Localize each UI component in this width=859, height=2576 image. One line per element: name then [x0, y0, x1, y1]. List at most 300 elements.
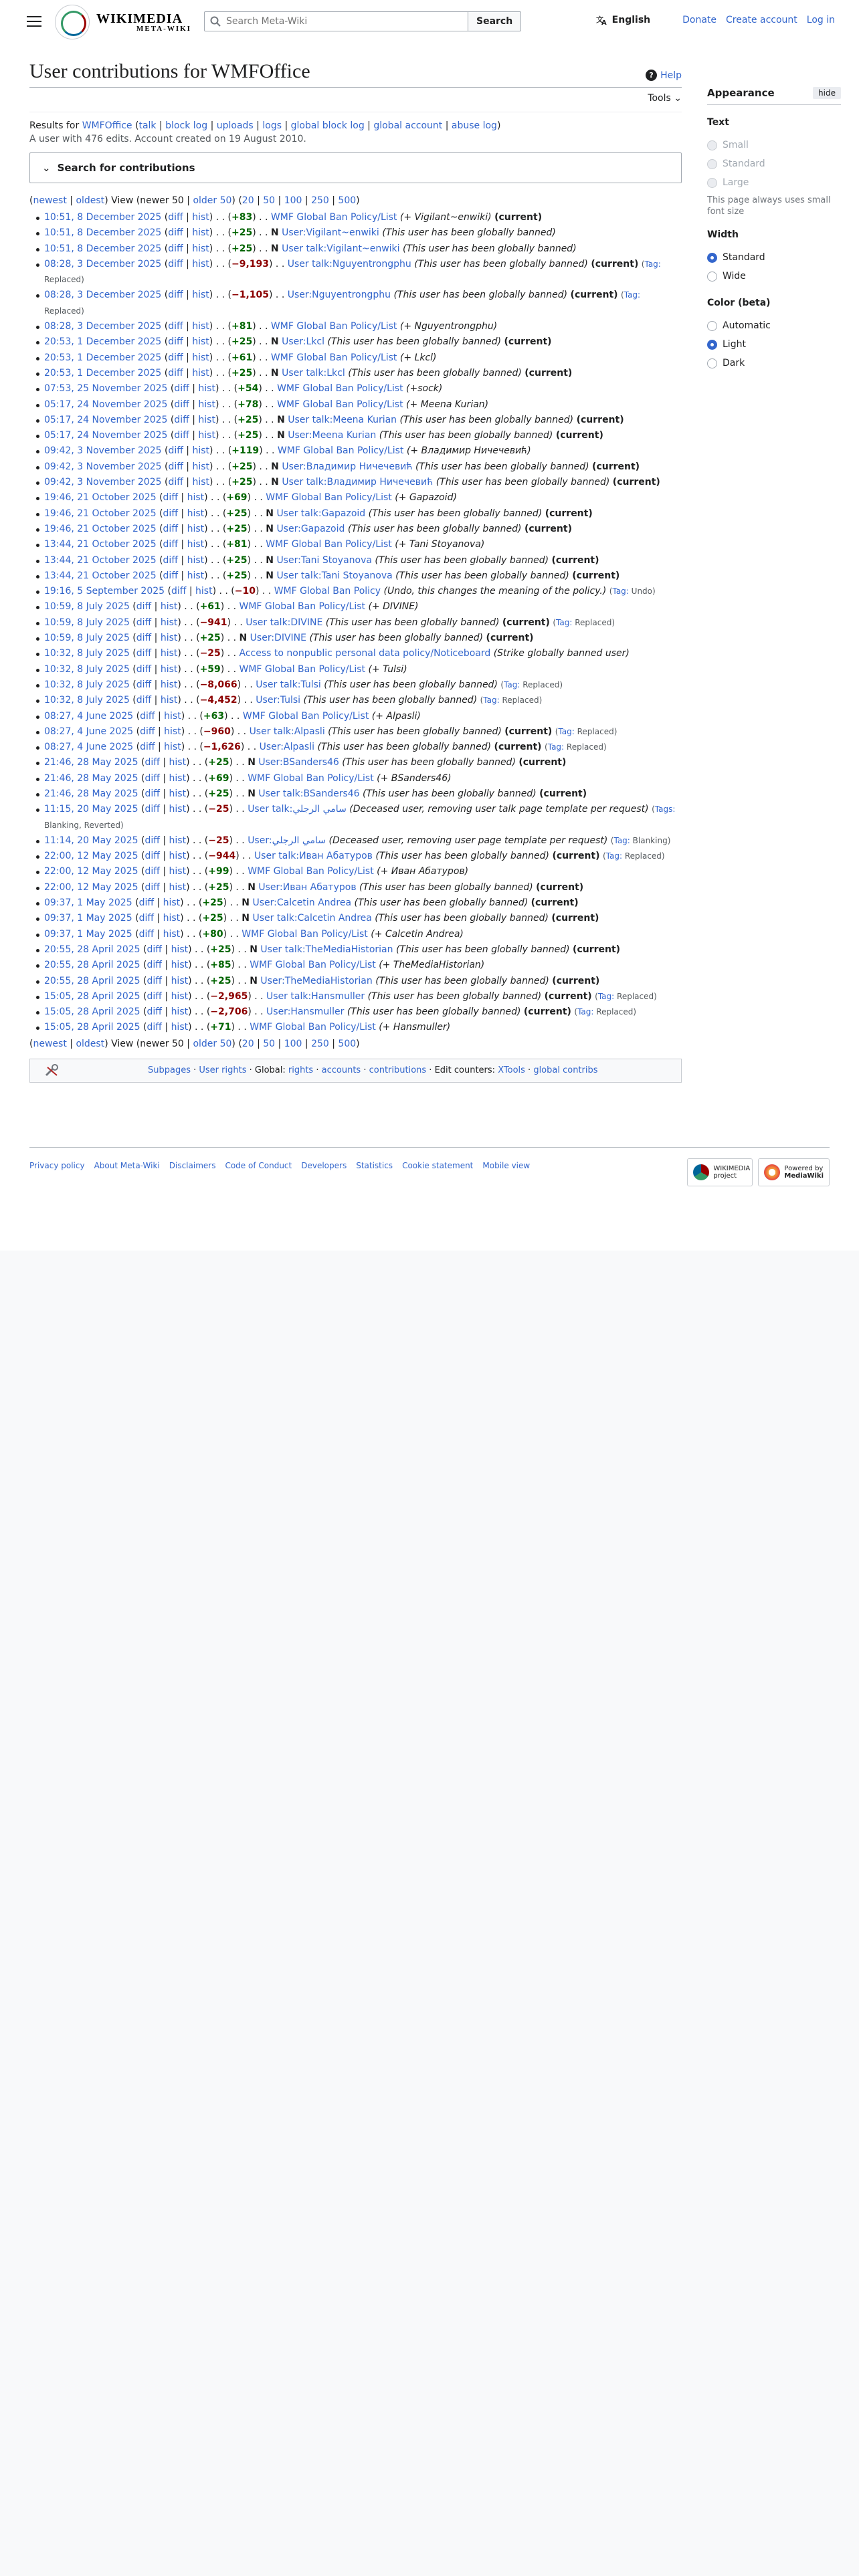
hist-link[interactable]: hist: [192, 461, 210, 472]
width-standard-radio[interactable]: [707, 248, 841, 267]
hamburger-icon[interactable]: [27, 13, 41, 25]
older-link[interactable]: older 50: [193, 195, 232, 206]
diff-link[interactable]: diff: [138, 897, 154, 909]
page-title-link[interactable]: WMF Global Ban Policy/List: [248, 866, 374, 877]
page-title-link[interactable]: User talk:Calcetin Andrea: [252, 913, 372, 924]
subpages-link[interactable]: Subpages: [148, 1065, 191, 1076]
diff-link[interactable]: diff: [136, 601, 152, 613]
hist-link[interactable]: hist: [192, 212, 209, 223]
hist-link[interactable]: hist: [164, 726, 181, 737]
hist-link[interactable]: hist: [169, 772, 187, 784]
contribution-date-link[interactable]: 08:27, 4 June 2025: [44, 726, 134, 737]
footer-link-mobile-view[interactable]: Mobile view: [482, 1161, 531, 1170]
contribution-date-link[interactable]: 10:51, 8 December 2025: [44, 243, 162, 254]
color-dark-radio[interactable]: [707, 354, 841, 372]
page-title-link[interactable]: User talk:TheMediaHistorian: [260, 944, 393, 955]
contribution-date-link[interactable]: 10:51, 8 December 2025: [44, 227, 162, 239]
contribution-date-link[interactable]: 05:17, 24 November 2025: [44, 414, 168, 425]
login-link[interactable]: Log in: [806, 15, 835, 25]
search-button[interactable]: Search: [468, 11, 521, 31]
contribution-date-link[interactable]: 13:44, 21 October 2025: [44, 554, 157, 566]
newest-link[interactable]: newest: [33, 1038, 67, 1049]
contribution-date-link[interactable]: 10:59, 8 July 2025: [44, 601, 130, 613]
page-title-link[interactable]: User talk:Hansmuller: [266, 990, 365, 1002]
hist-link[interactable]: hist: [198, 399, 215, 410]
tag-label-link[interactable]: Tag:: [483, 695, 500, 706]
diff-link[interactable]: diff: [145, 881, 160, 893]
page-title-link[interactable]: User:Tani Stoyanova: [276, 554, 372, 566]
global-rights-link[interactable]: rights: [288, 1065, 314, 1076]
older-link[interactable]: older 50: [193, 1038, 232, 1049]
limit-links: 20 | 50 | 100 | 250 | 500: [242, 1038, 357, 1049]
hide-button[interactable]: hide: [813, 87, 841, 99]
current-marker: (current): [502, 617, 550, 628]
page-title-link[interactable]: User:Nguyentrongphu: [287, 290, 391, 301]
diff-link[interactable]: diff: [136, 663, 152, 675]
hist-link[interactable]: hist: [187, 492, 205, 504]
results-link-logs[interactable]: logs: [262, 120, 282, 131]
contribution-date-link[interactable]: 05:17, 24 November 2025: [44, 399, 168, 410]
hist-link[interactable]: hist: [171, 1006, 189, 1018]
tag-label-link[interactable]: Tag:: [558, 726, 575, 736]
page-title-link[interactable]: User talk:Meena Kurian: [288, 414, 397, 425]
wikimedia-project-badge[interactable]: [687, 1158, 753, 1186]
powered-by-mediawiki-badge[interactable]: [758, 1158, 830, 1186]
diff-link[interactable]: diff: [174, 383, 189, 395]
color-automatic-radio[interactable]: [707, 316, 841, 335]
page-title-link[interactable]: User:DIVINE: [250, 633, 306, 644]
tag-values: Replaced: [596, 1007, 634, 1017]
page-title-link[interactable]: User:Meena Kurian: [288, 430, 377, 441]
tag-label-link[interactable]: Tag:: [547, 742, 565, 752]
contribution-date-link[interactable]: 22:00, 12 May 2025: [44, 881, 138, 893]
page-title-link[interactable]: WMF Global Ban Policy/List: [239, 663, 366, 675]
contribution-date-link[interactable]: 20:55, 28 April 2025: [44, 944, 140, 955]
text-standard-radio[interactable]: [707, 154, 841, 173]
limit-500-link[interactable]: 500: [338, 195, 357, 206]
limit-20-link[interactable]: 20: [242, 195, 254, 206]
results-link-global-account[interactable]: global account: [373, 120, 443, 131]
page-title-link[interactable]: User talk:BSanders46: [258, 788, 360, 799]
site-logo[interactable]: [55, 4, 191, 40]
contribution-date-link[interactable]: 20:55, 28 April 2025: [44, 975, 140, 986]
current-marker: (current): [518, 757, 567, 768]
limit-100-link[interactable]: 100: [284, 195, 302, 206]
diff-link[interactable]: diff: [174, 414, 189, 425]
text-size-note: This page always uses small font size: [707, 195, 831, 217]
contribution-date-link[interactable]: 09:37, 1 May 2025: [44, 897, 132, 909]
hist-link[interactable]: hist: [163, 897, 181, 909]
tag-values: Replaced: [522, 679, 560, 689]
new-page-badge: N: [242, 897, 250, 909]
contribution-date-link[interactable]: 21:46, 28 May 2025: [44, 757, 138, 768]
page-title-link[interactable]: WMF Global Ban Policy: [274, 586, 381, 597]
page-title-link[interactable]: User:BSanders46: [258, 757, 339, 768]
diff-link[interactable]: diff: [168, 336, 183, 348]
size-change: +25: [231, 461, 253, 472]
contribution-date-link[interactable]: 10:32, 8 July 2025: [44, 663, 130, 675]
text-large-radio[interactable]: [707, 173, 841, 192]
diff-link[interactable]: diff: [147, 1006, 162, 1018]
hist-link[interactable]: hist: [160, 648, 178, 659]
diff-link[interactable]: diff: [168, 243, 183, 254]
contribution-date-link[interactable]: 20:53, 1 December 2025: [44, 352, 162, 363]
text-small-radio[interactable]: [707, 136, 841, 154]
limit-250-link[interactable]: 250: [311, 1038, 329, 1049]
edit-summary: (+ Владимир Ничечевић): [406, 445, 531, 457]
diff-link[interactable]: diff: [140, 726, 155, 737]
search-input[interactable]: [225, 15, 455, 27]
contribution-date-link[interactable]: 09:37, 1 May 2025: [44, 928, 132, 940]
diff-link[interactable]: diff: [145, 866, 160, 877]
diff-link[interactable]: diff: [163, 554, 178, 566]
hist-link[interactable]: hist: [171, 990, 189, 1002]
diff-link[interactable]: diff: [145, 788, 160, 799]
hist-link[interactable]: hist: [169, 851, 187, 862]
hist-link[interactable]: hist: [160, 695, 178, 706]
diff-link[interactable]: diff: [136, 679, 152, 690]
color-light-radio[interactable]: [707, 335, 841, 354]
footer-link-about-meta-wiki[interactable]: About Meta-Wiki: [94, 1161, 160, 1170]
hist-link[interactable]: hist: [160, 617, 178, 628]
diff-link[interactable]: diff: [136, 648, 152, 659]
hist-link[interactable]: hist: [169, 804, 187, 815]
tag-label-link[interactable]: Tag:: [613, 835, 630, 845]
hist-link[interactable]: hist: [195, 586, 213, 597]
page-title-link[interactable]: User:Hansmuller: [266, 1006, 345, 1018]
contribution-row: 07:53, 25 November 2025 (diff | hist) . . (+54) . . WMF Global Ban Policy/List (+sock): [29, 381, 682, 397]
edit-summary: (This user has been globally banned): [375, 975, 549, 986]
contribution-date-link[interactable]: 11:14, 20 May 2025: [44, 835, 138, 846]
diff-link[interactable]: diff: [145, 757, 160, 768]
page-title-link[interactable]: WMF Global Ban Policy/List: [266, 492, 392, 504]
contribution-date-link[interactable]: 10:59, 8 July 2025: [44, 617, 130, 628]
diff-link[interactable]: diff: [174, 399, 189, 410]
color-label: Color (beta): [707, 298, 771, 308]
diff-link[interactable]: diff: [147, 1022, 162, 1033]
limit-500-link[interactable]: 500: [338, 1038, 357, 1049]
hist-link[interactable]: hist: [198, 383, 215, 395]
page-title-link[interactable]: WMF Global Ban Policy/List: [242, 928, 368, 940]
new-page-badge: N: [270, 367, 279, 379]
contribution-date-link[interactable]: 10:32, 8 July 2025: [44, 679, 130, 690]
hist-link[interactable]: hist: [169, 866, 187, 877]
tools-dropdown[interactable]: [648, 93, 682, 104]
contribution-date-link[interactable]: 15:05, 28 April 2025: [44, 1006, 140, 1018]
radio-label: Dark: [723, 358, 745, 368]
hist-link[interactable]: hist: [171, 975, 189, 986]
hist-link[interactable]: hist: [163, 928, 181, 940]
hist-link[interactable]: hist: [192, 258, 209, 270]
tag-label-link[interactable]: Tag:: [556, 617, 573, 627]
page-title-link[interactable]: User:Alpasli: [259, 742, 314, 753]
contribution-date-link[interactable]: 20:53, 1 December 2025: [44, 336, 162, 348]
limit-250-link[interactable]: 250: [311, 195, 329, 206]
diff-link[interactable]: diff: [145, 835, 160, 846]
hist-link[interactable]: hist: [187, 570, 205, 581]
diff-link[interactable]: diff: [171, 586, 187, 597]
hist-link[interactable]: hist: [187, 554, 205, 566]
xtools-link[interactable]: XTools: [498, 1065, 525, 1076]
diff-link[interactable]: diff: [140, 710, 155, 722]
page-title-link[interactable]: User talk:Tani Stoyanova: [276, 570, 393, 581]
contribution-row: 09:37, 1 May 2025 (diff | hist) . . (+25) . . N User:Calcetin Andrea (This user has been globally banned) (current): [29, 895, 682, 911]
search-contributions-toggle[interactable]: [29, 152, 682, 183]
contribution-date-link[interactable]: 05:17, 24 November 2025: [44, 430, 168, 441]
hist-link[interactable]: hist: [192, 321, 209, 332]
hist-link[interactable]: hist: [192, 352, 209, 363]
diff-link[interactable]: diff: [145, 772, 160, 784]
diff-link[interactable]: diff: [168, 367, 183, 379]
global-contributions-link[interactable]: contributions: [369, 1065, 427, 1076]
contribution-date-link[interactable]: 08:27, 4 June 2025: [44, 742, 134, 753]
oldest-link[interactable]: oldest: [76, 195, 105, 206]
contribution-date-link[interactable]: 08:28, 3 December 2025: [44, 290, 162, 301]
contribution-date-link[interactable]: 13:44, 21 October 2025: [44, 539, 157, 550]
edit-summary: (This user has been globally banned): [347, 523, 522, 534]
contribution-date-link[interactable]: 21:46, 28 May 2025: [44, 788, 138, 799]
diff-link[interactable]: diff: [138, 928, 154, 940]
page-title-link[interactable]: WMF Global Ban Policy/List: [266, 539, 392, 550]
contribution-date-link[interactable]: 10:59, 8 July 2025: [44, 633, 130, 644]
results-link-abuse-log[interactable]: abuse log: [451, 120, 497, 131]
tag-label-link[interactable]: Tag:: [644, 259, 661, 269]
page-title-link[interactable]: WMF Global Ban Policy/List: [277, 399, 403, 410]
contribution-date-link[interactable]: 09:42, 3 November 2025: [44, 445, 162, 457]
limit-100-link[interactable]: 100: [284, 1038, 302, 1049]
hist-link[interactable]: hist: [192, 290, 209, 301]
footer-link-developers[interactable]: Developers: [301, 1161, 347, 1170]
contribution-date-link[interactable]: 15:05, 28 April 2025: [44, 990, 140, 1002]
tag-label-link[interactable]: Tags:: [654, 804, 676, 815]
page-title-link[interactable]: User talk:DIVINE: [246, 617, 323, 628]
page-title-link[interactable]: User talk:سامي الرجلي: [248, 804, 347, 815]
diff-link[interactable]: diff: [136, 633, 152, 644]
hist-link[interactable]: hist: [160, 601, 178, 613]
diff-link[interactable]: diff: [168, 461, 183, 472]
contribution-date-link[interactable]: 07:53, 25 November 2025: [44, 383, 168, 395]
diff-link[interactable]: diff: [163, 570, 178, 581]
diff-link[interactable]: diff: [174, 430, 189, 441]
results-link-block-log[interactable]: block log: [165, 120, 208, 131]
contribution-date-link[interactable]: 09:37, 1 May 2025: [44, 913, 132, 924]
contribution-date-link[interactable]: 08:28, 3 December 2025: [44, 258, 162, 270]
footer-link-disclaimers[interactable]: Disclaimers: [169, 1161, 216, 1170]
contribution-date-link[interactable]: 22:00, 12 May 2025: [44, 851, 138, 862]
hist-link[interactable]: hist: [192, 227, 209, 239]
hist-link[interactable]: hist: [198, 414, 215, 425]
diff-link[interactable]: diff: [147, 944, 162, 955]
contribution-date-link[interactable]: 10:51, 8 December 2025: [44, 212, 162, 223]
tag-list: (Tag: Replaced): [574, 1007, 637, 1017]
diff-link[interactable]: diff: [168, 212, 183, 223]
tag-label-link[interactable]: Tag:: [577, 1007, 594, 1017]
contribution-date-link[interactable]: 19:16, 5 September 2025: [44, 586, 165, 597]
page-title-link[interactable]: WMF Global Ban Policy/List: [270, 321, 397, 332]
donate-link[interactable]: Donate: [682, 15, 717, 25]
limit-50-link[interactable]: 50: [263, 195, 276, 206]
oldest-link[interactable]: oldest: [76, 1038, 105, 1049]
results-user-link[interactable]: WMFOffice: [82, 120, 132, 131]
tag-label-link[interactable]: Tag:: [612, 586, 629, 597]
diff-link[interactable]: diff: [168, 258, 183, 270]
footer-link-privacy-policy[interactable]: Privacy policy: [29, 1161, 85, 1170]
hist-link[interactable]: hist: [160, 663, 178, 675]
diff-link[interactable]: diff: [168, 477, 183, 488]
tag-label-link[interactable]: Tag:: [504, 679, 520, 689]
badge-powered-by: Powered by: [784, 1165, 824, 1172]
contribution-date-link[interactable]: 08:28, 3 December 2025: [44, 321, 162, 332]
limit-50-link[interactable]: 50: [263, 1038, 276, 1049]
diff-link[interactable]: diff: [163, 508, 178, 519]
diff-link[interactable]: diff: [145, 804, 160, 815]
contribution-date-link[interactable]: 15:05, 28 April 2025: [44, 1022, 140, 1033]
results-link-uploads[interactable]: uploads: [216, 120, 254, 131]
page-title-link[interactable]: User:Vigilant~enwiki: [282, 227, 379, 239]
diff-link[interactable]: diff: [168, 227, 183, 239]
page-title-link[interactable]: User talk:Владимир Ничечевић: [282, 477, 434, 488]
page-title-link[interactable]: User talk:Tulsi: [256, 679, 321, 690]
user-rights-link[interactable]: User rights: [199, 1065, 247, 1076]
hist-link[interactable]: hist: [192, 477, 210, 488]
width-wide-radio[interactable]: [707, 267, 841, 286]
page-title-link[interactable]: WMF Global Ban Policy/List: [277, 445, 404, 457]
page-title-link[interactable]: User talk:Vigilant~enwiki: [282, 243, 400, 254]
tag-label-link[interactable]: Tag:: [605, 851, 622, 861]
page-title-link[interactable]: User:سامي الرجلي: [248, 835, 326, 846]
tag-label-link[interactable]: Tag:: [597, 991, 615, 1001]
page-title-link[interactable]: User:Владимир Ничечевић: [282, 461, 413, 472]
site-header: [0, 0, 859, 44]
main-content: [29, 56, 682, 1083]
diff-link[interactable]: diff: [168, 290, 183, 301]
diff-link[interactable]: diff: [163, 539, 178, 550]
page-title-link[interactable]: WMF Global Ban Policy/List: [277, 383, 403, 395]
contribution-row: 08:28, 3 December 2025 (diff | hist) . . (+81) . . WMF Global Ban Policy/List (+ Nguyentrongphu): [29, 319, 682, 334]
newest-link[interactable]: newest: [33, 195, 67, 206]
language-button[interactable]: [596, 15, 650, 25]
diff-link[interactable]: diff: [168, 352, 183, 363]
page-title-link[interactable]: WMF Global Ban Policy/List: [270, 212, 397, 223]
hist-link[interactable]: hist: [164, 710, 181, 722]
size-change: +25: [226, 523, 248, 534]
page-title-link[interactable]: User talk:Nguyentrongphu: [287, 258, 411, 270]
contribution-date-link[interactable]: 20:53, 1 December 2025: [44, 367, 162, 379]
diff-link[interactable]: diff: [168, 321, 183, 332]
diff-link[interactable]: diff: [147, 975, 162, 986]
hist-link[interactable]: hist: [198, 430, 215, 441]
global-accounts-link[interactable]: accounts: [321, 1065, 361, 1076]
contribution-date-link[interactable]: 13:44, 21 October 2025: [44, 570, 157, 581]
hist-link[interactable]: hist: [160, 633, 178, 644]
hist-link[interactable]: hist: [171, 944, 189, 955]
diff-link[interactable]: diff: [163, 492, 178, 504]
hist-link[interactable]: hist: [160, 679, 178, 690]
contribution-date-link[interactable]: 09:42, 3 November 2025: [44, 477, 162, 488]
diff-link[interactable]: diff: [136, 695, 152, 706]
limit-20-link[interactable]: 20: [242, 1038, 254, 1049]
hist-link[interactable]: hist: [171, 960, 189, 971]
diff-link[interactable]: diff: [136, 617, 152, 628]
contribution-date-link[interactable]: 09:42, 3 November 2025: [44, 461, 162, 472]
contribution-date-link[interactable]: 22:00, 12 May 2025: [44, 866, 138, 877]
page-title-link[interactable]: User:Иван Абатуров: [258, 881, 357, 893]
diff-link[interactable]: diff: [138, 913, 154, 924]
page-title-link[interactable]: User:Gapazoid: [276, 523, 345, 534]
contribution-date-link[interactable]: 19:46, 21 October 2025: [44, 492, 157, 504]
hist-link[interactable]: hist: [192, 336, 209, 348]
page-title-link[interactable]: User:Tulsi: [256, 695, 301, 706]
page-title-link[interactable]: User talk:Alpasli: [249, 726, 325, 737]
contribution-date-link[interactable]: 11:15, 20 May 2025: [44, 804, 138, 815]
page-title-link[interactable]: Access to nonpublic personal data policy/Noticeboard: [239, 648, 491, 659]
contribution-date-link[interactable]: 19:46, 21 October 2025: [44, 508, 157, 519]
page-title-link[interactable]: WMF Global Ban Policy/List: [250, 960, 376, 971]
hist-link[interactable]: hist: [169, 788, 187, 799]
page-title-link[interactable]: WMF Global Ban Policy/List: [239, 601, 366, 613]
contribution-row: 19:46, 21 October 2025 (diff | hist) . . (+25) . . N User talk:Gapazoid (This user has been globally banned) (current): [29, 506, 682, 522]
page-title-link[interactable]: User:TheMediaHistorian: [260, 975, 373, 986]
hist-link[interactable]: hist: [192, 445, 210, 457]
tag-label-link[interactable]: Tag:: [624, 290, 641, 300]
page-title-link[interactable]: User talk:Иван Абатуров: [254, 851, 373, 862]
page-title-link[interactable]: User:Lkcl: [282, 336, 324, 348]
hist-link[interactable]: hist: [169, 757, 187, 768]
hist-link[interactable]: hist: [192, 367, 209, 379]
hist-link[interactable]: hist: [187, 523, 205, 534]
footer-link-statistics[interactable]: Statistics: [356, 1161, 393, 1170]
global-contribs-link[interactable]: global contribs: [533, 1065, 598, 1076]
page-title-link[interactable]: WMF Global Ban Policy/List: [250, 1022, 376, 1033]
page-title-link[interactable]: User:Calcetin Andrea: [252, 897, 352, 909]
hist-link[interactable]: hist: [169, 835, 187, 846]
hist-link[interactable]: hist: [192, 243, 209, 254]
diff-link[interactable]: diff: [147, 990, 162, 1002]
page-title-link[interactable]: WMF Global Ban Policy/List: [270, 352, 397, 363]
diff-link[interactable]: diff: [145, 851, 160, 862]
page-title-link[interactable]: User talk:Gapazoid: [276, 508, 366, 519]
create-account-link[interactable]: Create account: [726, 15, 797, 25]
diff-link[interactable]: diff: [168, 445, 183, 457]
diff-link[interactable]: diff: [163, 523, 178, 534]
help-link[interactable]: [646, 70, 682, 81]
contribution-date-link[interactable]: 20:55, 28 April 2025: [44, 960, 140, 971]
footer-link-code-of-conduct[interactable]: Code of Conduct: [225, 1161, 292, 1170]
hist-link[interactable]: hist: [171, 1022, 189, 1033]
hist-link[interactable]: hist: [187, 539, 205, 550]
contribution-date-link[interactable]: 21:46, 28 May 2025: [44, 772, 138, 784]
contribution-date-link[interactable]: 10:32, 8 July 2025: [44, 648, 130, 659]
hist-link[interactable]: hist: [163, 913, 181, 924]
diff-link[interactable]: diff: [147, 960, 162, 971]
contribution-date-link[interactable]: 19:46, 21 October 2025: [44, 523, 157, 534]
page-title-link[interactable]: WMF Global Ban Policy/List: [242, 710, 369, 722]
size-change: −1,105: [231, 290, 269, 301]
contribution-date-link[interactable]: 08:27, 4 June 2025: [44, 710, 134, 722]
size-change: +25: [202, 897, 223, 909]
contribution-row: 05:17, 24 November 2025 (diff | hist) . . (+25) . . N User talk:Meena Kurian (This user has been globally banned) (current): [29, 413, 682, 428]
diff-link[interactable]: diff: [140, 742, 155, 753]
hist-link[interactable]: hist: [187, 508, 205, 519]
page-title-link[interactable]: User talk:Lkcl: [282, 367, 345, 379]
footer-link-cookie-statement[interactable]: Cookie statement: [402, 1161, 474, 1170]
hist-link[interactable]: hist: [164, 742, 181, 753]
hist-link[interactable]: hist: [169, 881, 187, 893]
page-title-link[interactable]: WMF Global Ban Policy/List: [248, 772, 374, 784]
contribution-date-link[interactable]: 10:32, 8 July 2025: [44, 695, 130, 706]
results-link-talk[interactable]: talk: [138, 120, 157, 131]
results-link-global-block-log[interactable]: global block log: [290, 120, 365, 131]
